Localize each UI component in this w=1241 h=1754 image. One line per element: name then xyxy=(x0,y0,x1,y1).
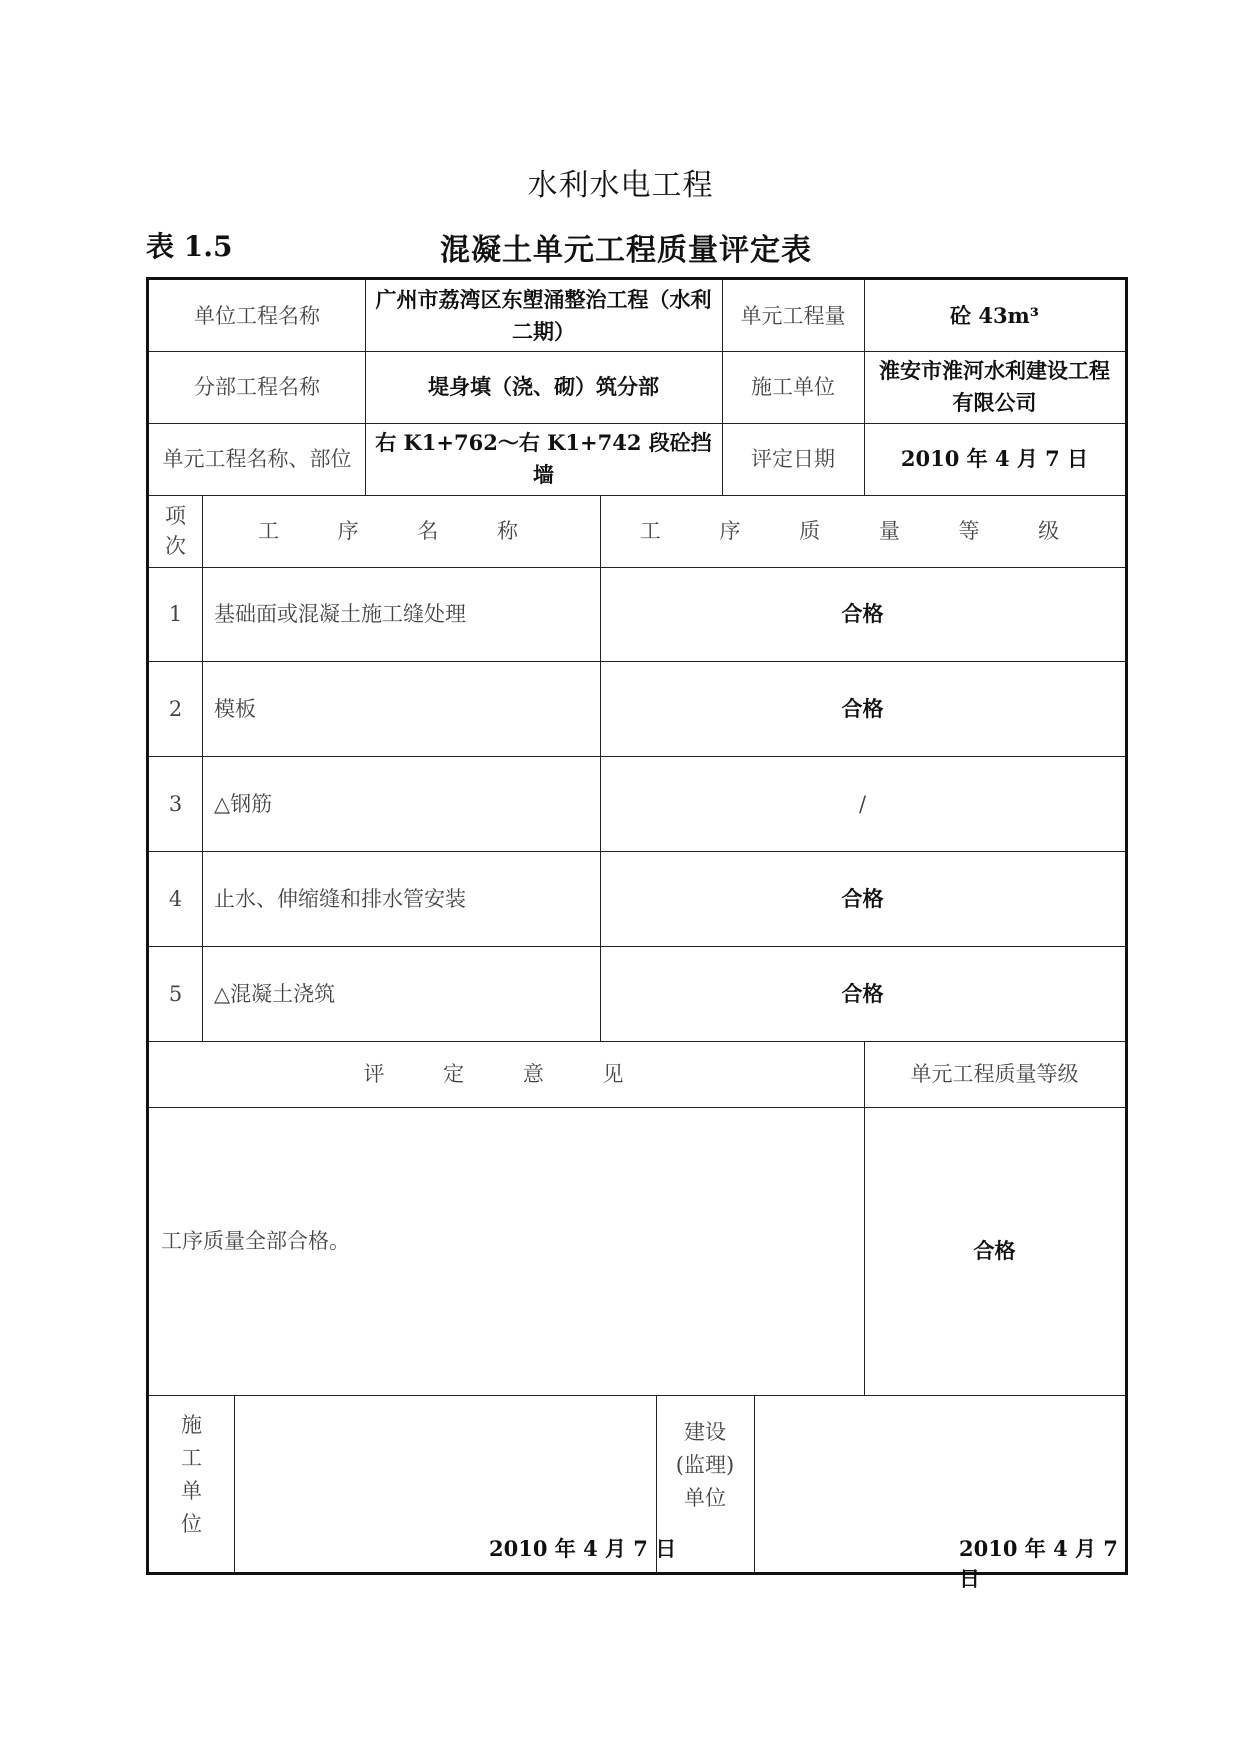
eval-date-value: 2010 年 4 月 7 日 xyxy=(900,446,1089,471)
page-header-category: 水利水电工程 xyxy=(527,168,714,203)
process-row-1-grade: 合格 xyxy=(841,601,884,626)
element-grade-value: 合格 xyxy=(973,1238,1016,1263)
element-name-value: 右 K1+762～右 K1+742 段砼挡墙 xyxy=(375,430,712,487)
supervisor-sign-line: 单位 xyxy=(684,1485,726,1510)
opinion-header: 评 定 意 见 xyxy=(363,1062,650,1086)
process-row-3-no: 3 xyxy=(168,791,183,816)
division-label: 分部工程名称 xyxy=(194,375,320,399)
process-row-5-no: 5 xyxy=(168,981,183,1006)
supervisor-sign-line: 建设 xyxy=(684,1419,726,1444)
evaluation-table xyxy=(146,277,1128,1591)
contractor-sign-char: 位 xyxy=(181,1512,202,1536)
form-title: 混凝土单元工程质量评定表 xyxy=(440,233,812,268)
contractor-label: 施工单位 xyxy=(751,375,835,399)
contractor-value: 淮安市淮河水利建设工程有限公司 xyxy=(879,358,1110,415)
col-header-process-name: 工 序 名 称 xyxy=(257,519,545,543)
element-quantity-value: 砼 43m³ xyxy=(950,302,1039,328)
process-row-1-no: 1 xyxy=(168,602,183,626)
element-quantity-label: 单元工程量 xyxy=(740,303,846,328)
row-divider xyxy=(149,1395,1125,1396)
unit-project-label: 单位工程名称 xyxy=(194,303,320,328)
col-header-process-grade: 工 序 质 量 等 级 xyxy=(639,519,1086,543)
process-row-4-grade: 合格 xyxy=(841,885,884,911)
supervisor-sign-line: (监理) xyxy=(675,1452,735,1477)
col-divider xyxy=(754,1395,755,1572)
col-header-index: 项次 xyxy=(165,504,186,558)
element-name-label: 单元工程名称、部位 xyxy=(162,447,352,471)
contractor-sign-char: 施 xyxy=(181,1413,202,1437)
unit-project-value: 广州市荔湾区东塱涌整治工程（水利二期） xyxy=(375,286,712,344)
opinion-text: 工序质量全部合格。 xyxy=(161,1229,350,1253)
process-row-2-name: 模板 xyxy=(214,696,256,721)
eval-date-label: 评定日期 xyxy=(751,447,835,471)
process-row-3-grade: / xyxy=(858,791,867,816)
process-row-2-grade: 合格 xyxy=(841,695,884,721)
process-row-1-name: 基础面或混凝土施工缝处理 xyxy=(214,602,466,626)
contractor-sign-char: 单 xyxy=(181,1479,202,1503)
contractor-sign-label xyxy=(149,1395,234,1555)
contractor-sign-char: 工 xyxy=(181,1446,202,1470)
process-row-5-name: △混凝土浇筑 xyxy=(214,981,336,1006)
element-grade-header: 单元工程质量等级 xyxy=(910,1062,1079,1086)
col-divider xyxy=(234,1395,235,1572)
supervisor-sign-date: 2010 年 4 月 7 日 xyxy=(959,1536,1118,1591)
division-value: 堤身填（浇、砌）筑分部 xyxy=(428,374,659,399)
supervisor-sign-label xyxy=(656,1395,754,1535)
process-row-3-name: △钢筋 xyxy=(214,791,273,816)
process-row-2-no: 2 xyxy=(168,696,183,721)
process-row-4-name: 止水、伸缩缝和排水管安装 xyxy=(214,886,466,911)
contractor-sign-date: 2010 年 4 月 7 日 xyxy=(489,1536,677,1561)
table-number: 表 1.5 xyxy=(146,230,233,263)
process-row-4-no: 4 xyxy=(168,886,183,911)
process-row-5-grade: 合格 xyxy=(841,980,884,1006)
